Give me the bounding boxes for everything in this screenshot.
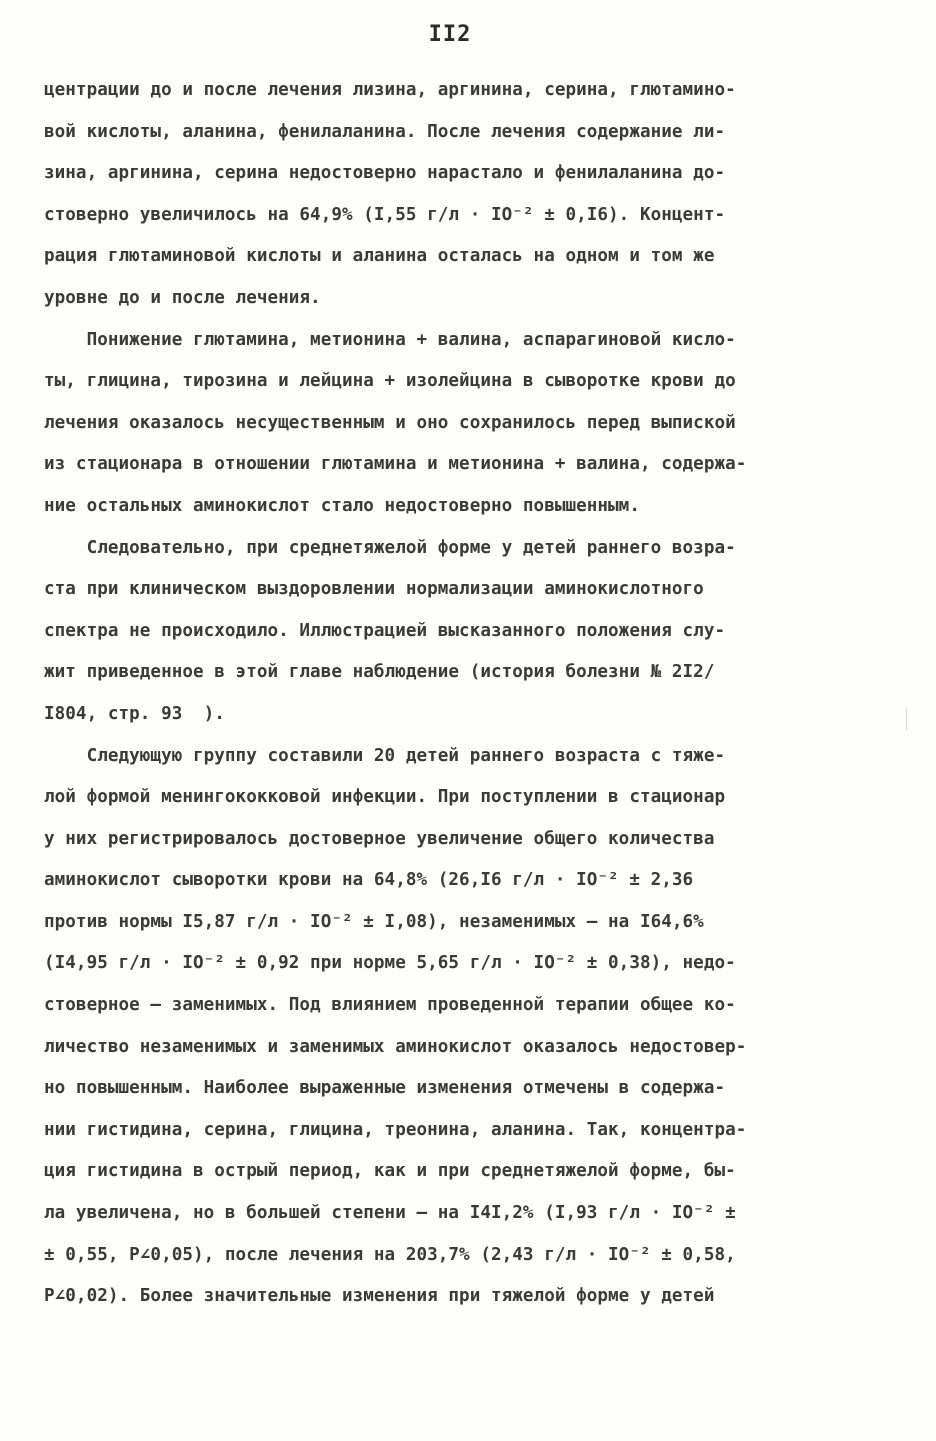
text-line: из стационара в отношении глютамина и метионина + валина, содержа- [44, 454, 747, 475]
text-line: ла увеличена, но в большей степени – на I4I,2% (I,93 г/л · IO⁻² ± [44, 1203, 736, 1224]
text-line: ция гистидина в острый период, как и при среднетяжелой форме, бы- [44, 1161, 736, 1182]
text-line: вой кислоты, аланина, фенилаланина. После лечения содержание ли- [44, 121, 726, 142]
text-line: против нормы I5,87 г/л · IO⁻² ± I,08), незаменимых – на I64,6% [44, 911, 704, 932]
text-line: рация глютаминовой кислоты и аланина осталась на одном и том же [44, 246, 715, 267]
text-line: Понижение глютамина, метионина + валина, аспарагиновой кисло- [44, 329, 736, 350]
text-line: зина, аргинина, серина недостоверно нарастало и фенилаланина до- [44, 163, 726, 184]
page-number: II2 [428, 22, 472, 47]
scan-mark [906, 708, 911, 730]
text-line: стоверно увеличилось на 64,9% (I,55 г/л · IO⁻² ± 0,I6). Концент- [44, 204, 726, 225]
text-line: аминокислот сыворотки крови на 64,8% (26,I6 г/л · IO⁻² ± 2,36 [44, 870, 694, 891]
text-line: лечения оказалось несущественным и оно сохранилось перед выпиской [44, 412, 736, 433]
body-text [44, 70, 904, 1318]
text-line: стоверное – заменимых. Под влиянием проведенной терапии общее ко- [44, 995, 736, 1016]
text-line: спектра не происходило. Иллюстрацией высказанного положения слу- [44, 620, 726, 641]
text-line: нии гистидина, серина, глицина, треонина, аланина. Так, концентра- [44, 1119, 747, 1140]
text-line: но повышенным. Наиболее выраженные изменения отмечены в содержа- [44, 1078, 726, 1099]
text-line: уровне до и после лечения. [44, 287, 321, 308]
text-line: (I4,95 г/л · IO⁻² ± 0,92 при норме 5,65 г/л · IO⁻² ± 0,38), недо- [44, 953, 736, 974]
text-line: жит приведенное в этой главе наблюдение (история болезни № 2I2/ [44, 662, 715, 683]
text-line: ние остальных аминокислот стало недостоверно повышенным. [44, 495, 640, 516]
text-line: ты, глицина, тирозина и лейцина + изолейцина в сыворотке крови до [44, 371, 736, 392]
text-line: ста при клиническом выздоровлении нормализации аминокислотного [44, 579, 704, 600]
text-line: лой формой менингококковой инфекции. При поступлении в стационар [44, 787, 726, 808]
text-line: Следующую группу составили 20 детей раннего возраста с тяже- [44, 745, 726, 766]
text-line: центрации до и после лечения лизина, аргинина, серина, глютамино- [44, 80, 736, 100]
text-line: P∠0,02). Более значительные изменения при тяжелой форме у детей [44, 1286, 715, 1307]
text-line: ± 0,55, P∠0,05), после лечения на 203,7% (2,43 г/л · IO⁻² ± 0,58, [44, 1244, 736, 1265]
text-line: у них регистрировалось достоверное увеличение общего количества [44, 828, 715, 849]
text-line: I804, стр. 93 ). [44, 703, 225, 724]
text-line: Следовательно, при среднетяжелой форме у детей раннего возра- [44, 537, 736, 558]
text-line: личество незаменимых и заменимых аминокислот оказалось недостовер- [44, 1036, 747, 1057]
